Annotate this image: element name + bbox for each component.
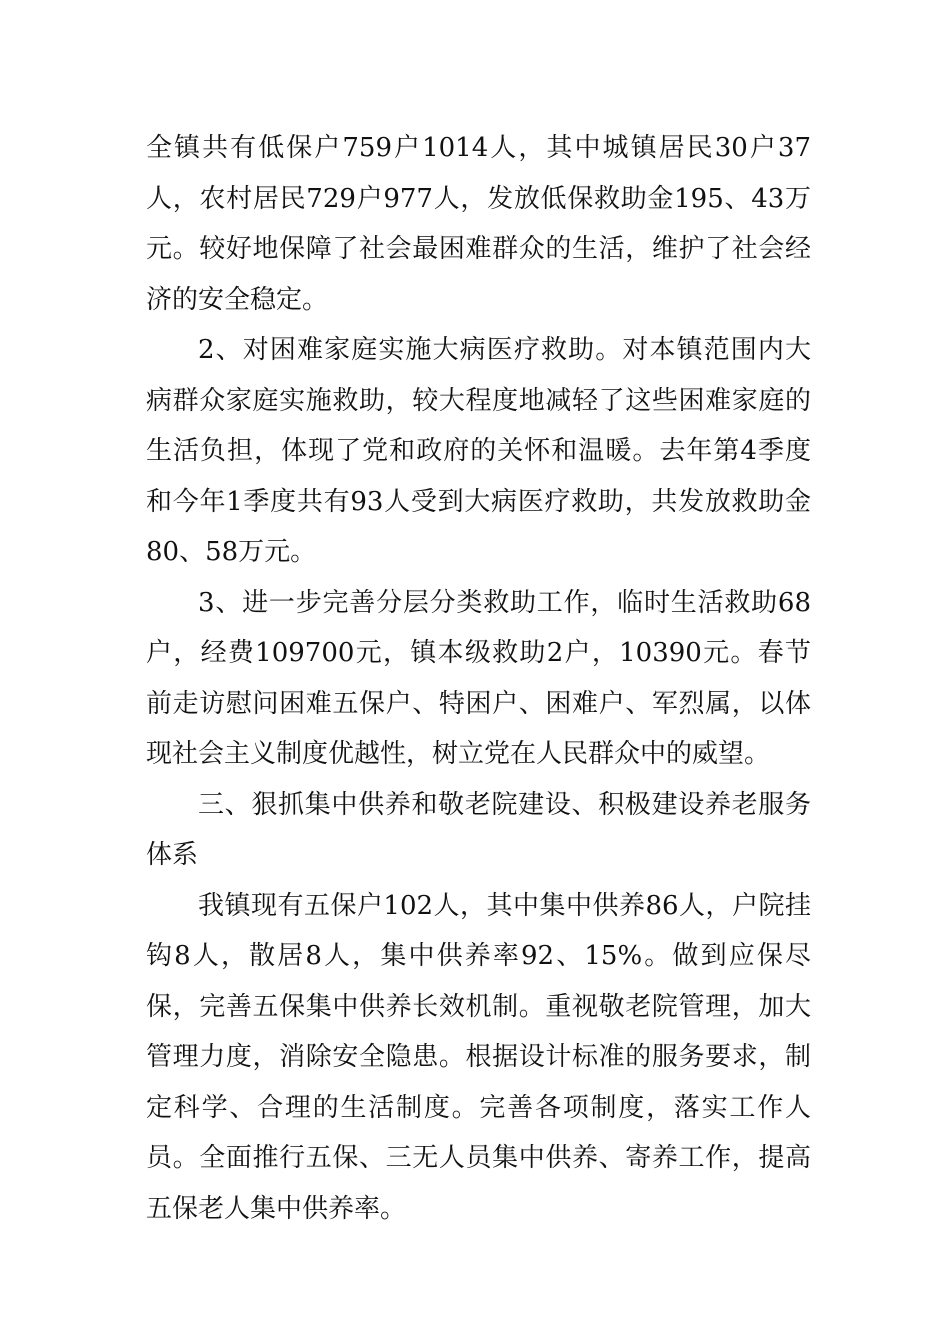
section-heading-elderly-care: 三、狠抓集中供养和敬老院建设、积极建设养老服务体系 [146,789,811,870]
paragraph-low-income-support: 全镇共有低保户759户1014人，其中城镇居民30户37人，农村居民729户977人，发放低保救助金195、43万元。较好地保障了社会最困难群众的生活，维护了社会经济的安全稳定。 [146,133,811,315]
document-page [146,123,811,1234]
paragraph-temporary-aid: 3、进一步完善分层分类救助工作，临时生活救助68户，经费109700元，镇本级救助2户，10390元。春节前走访慰问困难五保户、特困户、困难户、军烈属，以体现社会主义制度优越性，树立党在人民群众中的威望。 [146,587,811,769]
paragraph-five-guarantee: 我镇现有五保户102人，其中集中供养86人，户院挂钩8人，散居8人，集中供养率92、15%。做到应保尽保，完善五保集中供养长效机制。重视敬老院管理，加大管理力度，消除安全隐患。根据设计标准的服务要求，制定科学、合理的生活制度。完善各项制度，落实工作人员。全面推行五保、三无人员集中供养、寄养工作，提高五保老人集中供养率。 [146,890,811,1224]
paragraph-medical-aid: 2、对困难家庭实施大病医疗救助。对本镇范围内大病群众家庭实施救助，较大程度地减轻了这些困难家庭的生活负担，体现了党和政府的关怀和温暖。去年第4季度和今年1季度共有93人受到大病医疗救助，共发放救助金80、58万元。 [146,335,811,567]
